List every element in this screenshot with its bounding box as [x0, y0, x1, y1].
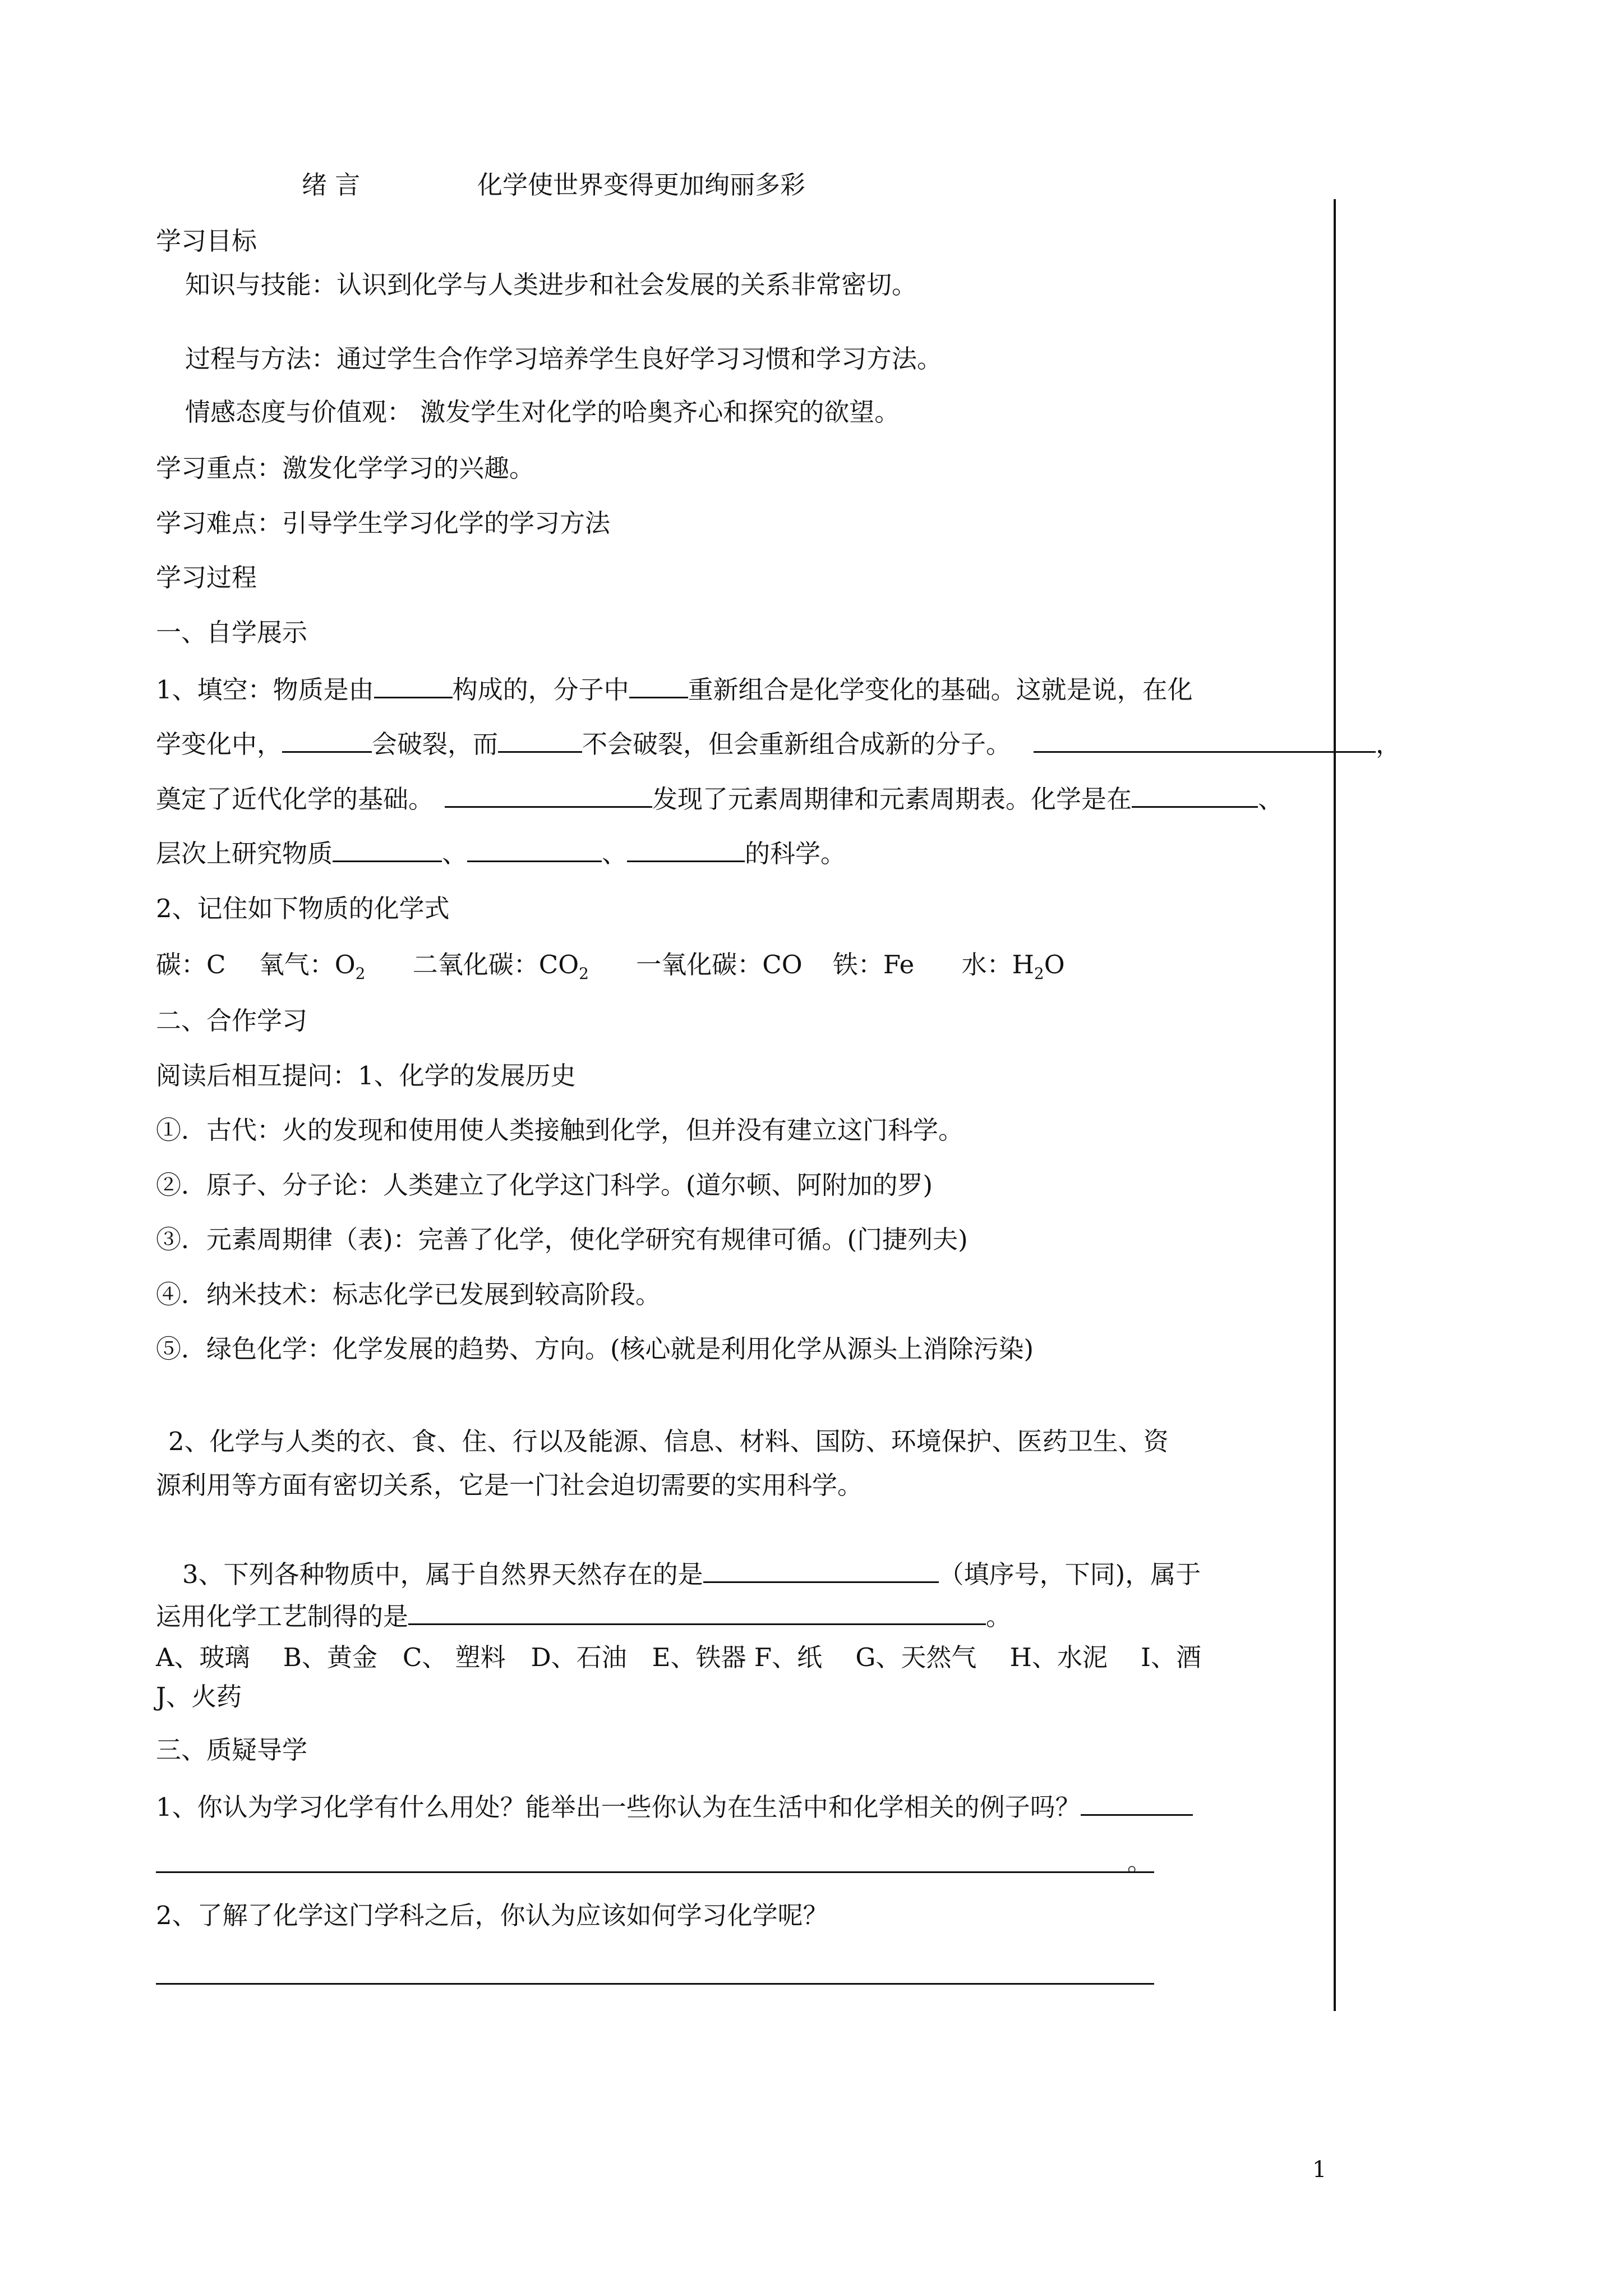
blank-1[interactable] [374, 672, 453, 698]
formula-carbon: 碳：C [156, 950, 226, 979]
section2-intro: 阅读后相互提问：1、化学的发展历史 [156, 1061, 576, 1091]
blank-5[interactable] [1034, 726, 1376, 753]
margin-vertical-line [1334, 199, 1336, 2011]
blank-natural[interactable] [703, 1557, 939, 1583]
page-number: 1 [1312, 2157, 1327, 2183]
question-3-line1: 3、下列各种物质中，属于自然界天然存在的是 （填序号，下同)，属于 [182, 1557, 1201, 1591]
section3-question-2: 2、了解了化学这门学科之后，你认为应该如何学习化学呢？ [156, 1901, 828, 1930]
history-item-2: ②．原子、分子论：人类建立了化学这门科学。(道尔顿、阿附加的罗) [156, 1170, 933, 1200]
formula-water: 水：$H_2O$ [961, 950, 1065, 983]
page-title [302, 168, 805, 202]
blank-q1-start[interactable] [1081, 1789, 1193, 1816]
blank-6[interactable] [445, 781, 652, 808]
answer-line-1[interactable] [156, 1871, 1154, 1873]
formula-oxygen: 氧气：$O_2$ [259, 950, 366, 983]
question-3-line2: 运用化学工艺制得的是 。 [156, 1599, 1011, 1634]
paragraph-2-line2: 源利用等方面有密切关系，它是一门社会迫切需要的实用科学。 [156, 1470, 863, 1500]
blank-9[interactable] [467, 836, 602, 862]
blank-7[interactable] [1132, 781, 1258, 808]
process-heading: 学习过程 [156, 563, 257, 592]
blank-8[interactable] [333, 836, 442, 862]
fill-question-line2: 学变化中， 会破裂，而 不会破裂，但会重新组合成新的分子。 ， [156, 726, 1401, 761]
blank-2[interactable] [629, 672, 688, 698]
fill-question-line3: 奠定了近代化学的基础。 发现了元素周期律和元素周期表。化学是在 、 [156, 781, 1283, 816]
objective-process: 过程与方法：通过学生合作学习培养学生良好学习习惯和学习方法。 [185, 344, 943, 374]
title-part2: 化学使世界变得更加绚丽多彩 [477, 170, 805, 200]
fill-question-line1: 1、填空：物质是由 构成的，分子中 重新组合是化学变化的基础。这就是说，在化 [156, 672, 1193, 707]
history-item-1: ①．古代：火的发现和使用使人类接触到化学，但并没有建立这门科学。 [156, 1115, 964, 1145]
fill-question-line4: 层次上研究物质 、 、 的科学。 [156, 836, 846, 871]
section3-question-1: 1、你认为学习化学有什么用处？能举出一些你认为在生活中和化学相关的例子吗？ [156, 1789, 1193, 1824]
section2-heading: 二、合作学习 [156, 1006, 308, 1036]
history-item-4: ④．纳米技术：标志化学已发展到较高阶段。 [156, 1280, 661, 1309]
formula-co2: 二氧化碳：$CO_2$ [412, 950, 589, 983]
blank-3[interactable] [282, 726, 372, 753]
objectives-heading: 学习目标 [156, 226, 257, 256]
formula-iron: 铁：Fe [832, 950, 915, 979]
options-line2: J、火药 [156, 1682, 242, 1711]
options-line1: A、玻璃 B、黄金 C、 塑料 D、石油 E、铁器 F、纸 G、天然气 H、水泥 I、酒 [156, 1642, 1201, 1672]
blank-4[interactable] [498, 726, 582, 753]
paragraph-2-line1: 2、化学与人类的衣、食、住、行以及能源、信息、材料、国防、环境保护、医药卫生、资 [168, 1427, 1169, 1456]
formula-list [156, 948, 1065, 991]
key-point: 学习重点：激发化学学习的兴趣。 [156, 453, 535, 483]
objective-emotion: 情感态度与价值观： 激发学生对化学的哈奥齐心和探究的欲望。 [185, 397, 900, 427]
blank-synthetic[interactable] [408, 1599, 986, 1625]
formula-co: 一氧化碳：CO [636, 950, 803, 979]
formula-heading: 2、记住如下物质的化学式 [156, 894, 450, 923]
difficulty: 学习难点：引导学生学习化学的学习方法 [156, 508, 611, 538]
blank-10[interactable] [627, 836, 745, 862]
section3-heading: 三、质疑导学 [156, 1735, 308, 1765]
history-item-5: ⑤．绿色化学：化学发展的趋势、方向。(核心就是利用化学从源头上消除污染) [156, 1334, 1034, 1364]
title-part1: 绪 言 [302, 170, 361, 200]
history-item-3: ③．元素周期律（表)：完善了化学，使化学研究有规律可循。(门捷列夫) [156, 1225, 968, 1254]
section1-heading: 一、自学展示 [156, 618, 308, 647]
answer-line-2[interactable] [156, 1983, 1154, 1985]
objective-knowledge: 知识与技能：认识到化学与人类进步和社会发展的关系非常密切。 [185, 270, 917, 300]
answer-1-period: 。 [1127, 1847, 1153, 1877]
